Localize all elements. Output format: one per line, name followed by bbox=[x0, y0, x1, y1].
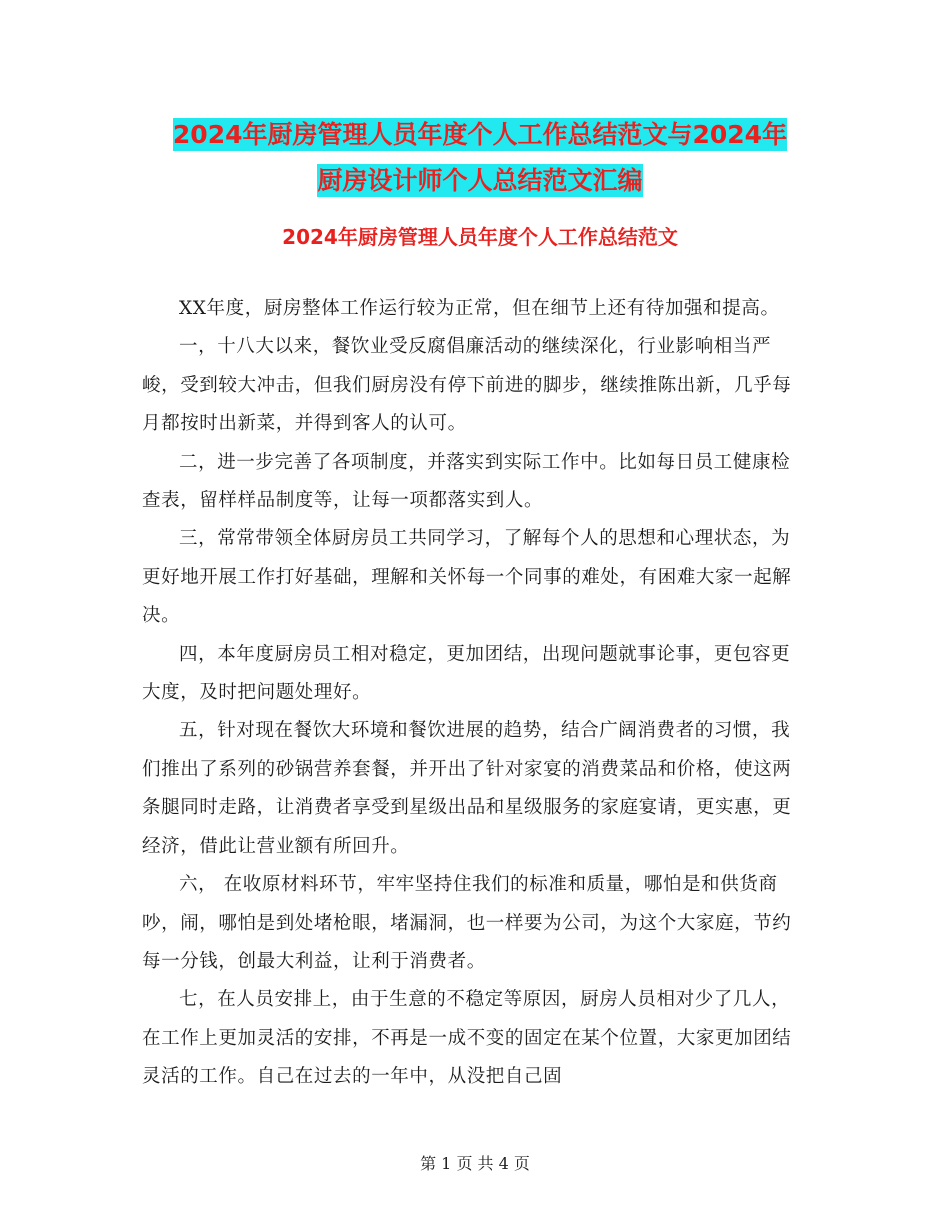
paragraph: 六， 在收原材料环节，牢牢坚持住我们的标准和质量，哪怕是和供货商吵，闹，哪怕是到处堵枪眼，堵漏洞，也一样要为公司，为这个大家庭，节约每一分钱，创最大利益，让利于消费者。 bbox=[142, 874, 792, 972]
paragraph: 二，进一步完善了各项制度，并落实到实际工作中。比如每日员工健康检查表，留样样品制度等，让每一项都落实到人。 bbox=[142, 451, 791, 512]
main-title-line-2: 厨房设计师个人总结范文汇编 bbox=[317, 166, 643, 195]
paragraph: XX年度，厨房整体工作运行较为正常，但在细节上还有待加强和提高。 bbox=[179, 298, 780, 319]
main-title bbox=[140, 112, 820, 204]
document-body bbox=[142, 290, 806, 1097]
paragraph: 一，十八大以来，餐饮业受反腐倡廉活动的继续深化，行业影响相当严峻，受到较大冲击，但我们厨房没有停下前进的脚步，继续推陈出新，几乎每月都按时出新菜，并得到客人的认可。 bbox=[142, 336, 792, 435]
page-footer: 第 1 页 共 4 页 bbox=[420, 1154, 530, 1173]
main-title-line-1: 2024年厨房管理人员年度个人工作总结范文与2024年 bbox=[172, 120, 788, 149]
paragraph: 七，在人员安排上，由于生意的不稳定等原因，厨房人员相对少了几人，在工作上更加灵活的安排，不再是一成不变的固定在某个位置，大家更加团结灵活的工作。自己在过去的一年中，从没把自己固 bbox=[142, 989, 792, 1088]
paragraph: 五，针对现在餐饮大环境和餐饮进展的趋势，结合广阔消费者的习惯，我们推出了系列的砂锅营养套餐，并开出了针对家宴的消费菜品和价格，使这两条腿同时走路，让消费者享受到星级出品和星级服务的家庭宴请，更实惠，更经济，借此让营业额有所回升。 bbox=[142, 720, 792, 857]
section-title: 2024年厨房管理人员年度个人工作总结范文 bbox=[282, 225, 678, 249]
paragraph: 四，本年度厨房员工相对稳定，更加团结，出现问题就事论事，更包容更大度，及时把问题处理好。 bbox=[142, 643, 791, 704]
paragraph: 三，常常带领全体厨房员工共同学习，了解每个人的思想和心理状态，为更好地开展工作打好基础，理解和关怀每一个同事的难处，有困难大家一起解决。 bbox=[142, 528, 792, 627]
